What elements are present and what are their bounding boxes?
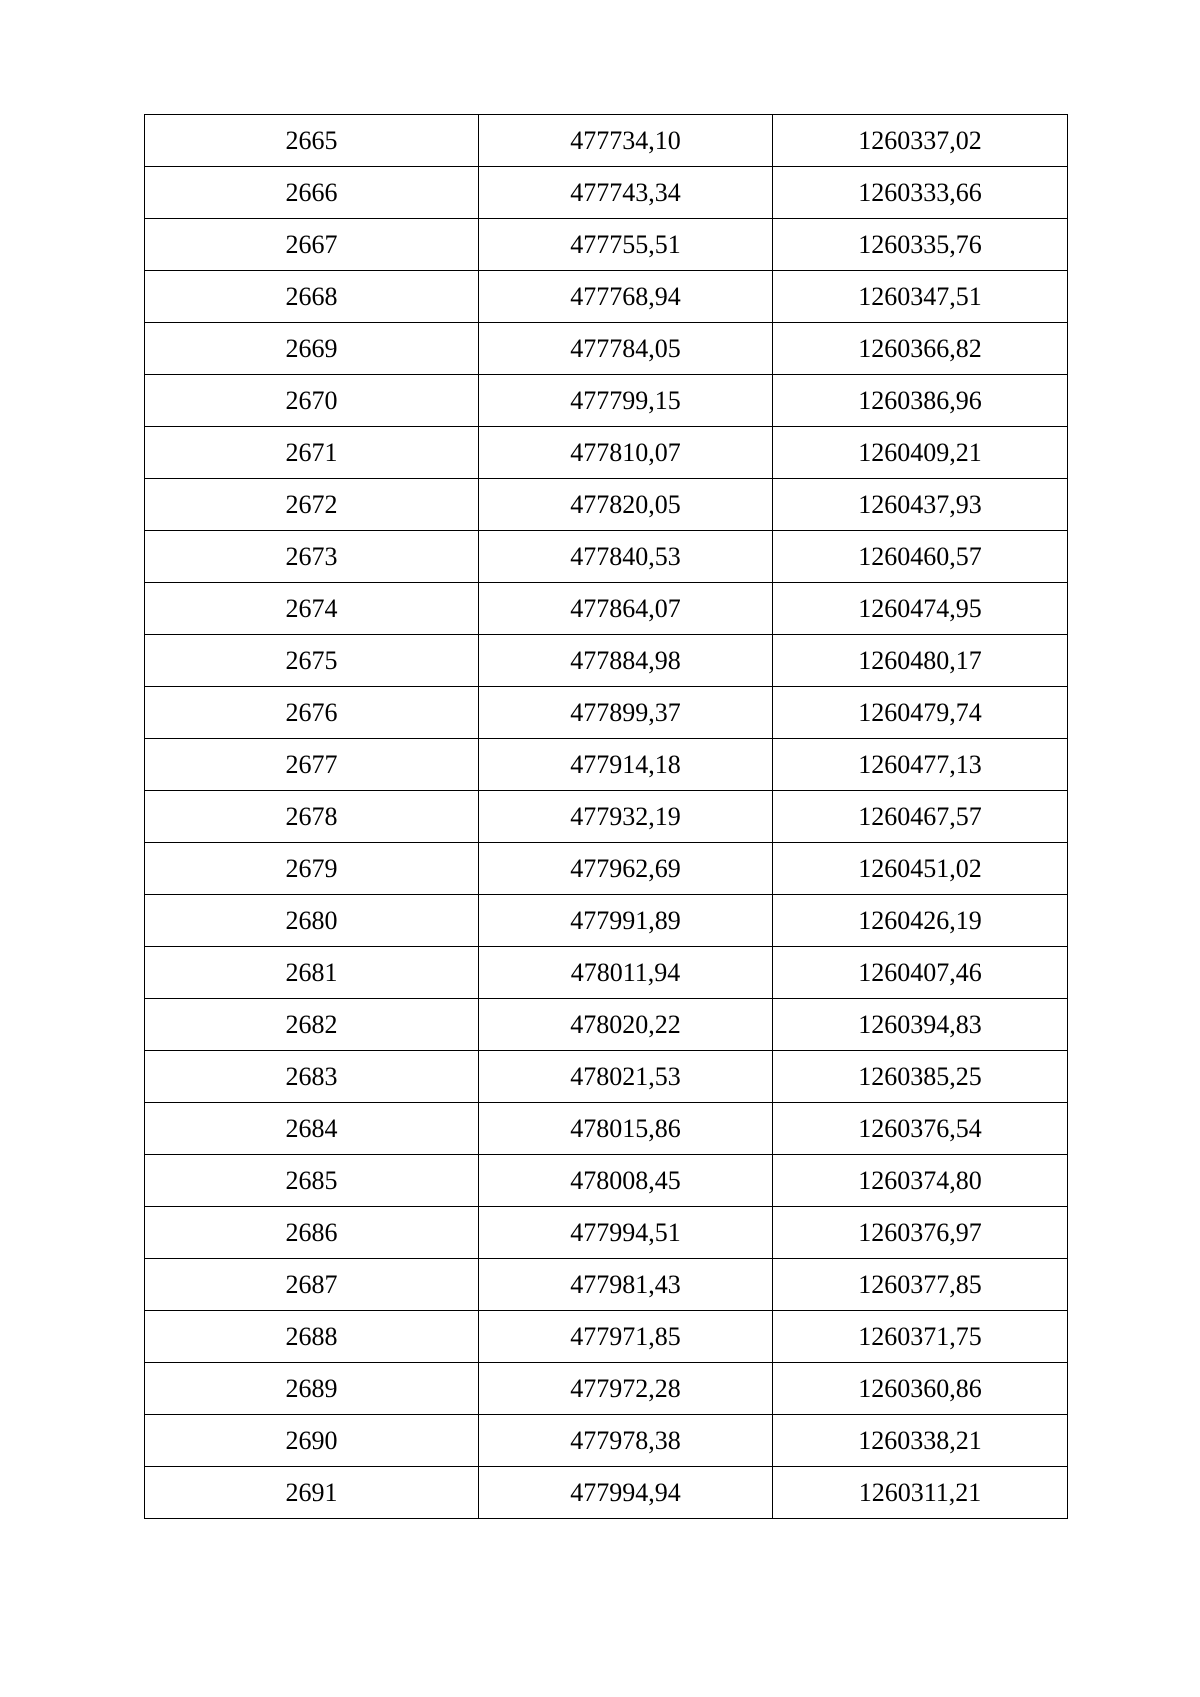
point-number-cell: 2678 [145, 791, 479, 843]
y-coordinate-cell: 1260474,95 [773, 583, 1068, 635]
point-number-cell: 2672 [145, 479, 479, 531]
point-number-cell: 2677 [145, 739, 479, 791]
y-coordinate-cell: 1260376,54 [773, 1103, 1068, 1155]
point-number-cell: 2669 [145, 323, 479, 375]
x-coordinate-cell: 477840,53 [479, 531, 773, 583]
table-row [145, 1415, 1068, 1467]
y-coordinate-cell: 1260477,13 [773, 739, 1068, 791]
point-number-cell: 2675 [145, 635, 479, 687]
y-coordinate-cell: 1260479,74 [773, 687, 1068, 739]
table-row [145, 635, 1068, 687]
point-number-cell: 2674 [145, 583, 479, 635]
point-number-cell: 2691 [145, 1467, 479, 1519]
table-row [145, 583, 1068, 635]
coordinates-table [144, 114, 1068, 1519]
x-coordinate-cell: 478015,86 [479, 1103, 773, 1155]
point-number-cell: 2670 [145, 375, 479, 427]
point-number-cell: 2665 [145, 115, 479, 167]
x-coordinate-cell: 478011,94 [479, 947, 773, 999]
y-coordinate-cell: 1260480,17 [773, 635, 1068, 687]
x-coordinate-cell: 477799,15 [479, 375, 773, 427]
x-coordinate-cell: 477734,10 [479, 115, 773, 167]
point-number-cell: 2685 [145, 1155, 479, 1207]
table-row [145, 843, 1068, 895]
x-coordinate-cell: 477971,85 [479, 1311, 773, 1363]
table-row [145, 739, 1068, 791]
x-coordinate-cell: 478008,45 [479, 1155, 773, 1207]
y-coordinate-cell: 1260394,83 [773, 999, 1068, 1051]
x-coordinate-cell: 477755,51 [479, 219, 773, 271]
x-coordinate-cell: 477864,07 [479, 583, 773, 635]
y-coordinate-cell: 1260426,19 [773, 895, 1068, 947]
y-coordinate-cell: 1260386,96 [773, 375, 1068, 427]
point-number-cell: 2690 [145, 1415, 479, 1467]
table-row [145, 167, 1068, 219]
x-coordinate-cell: 477768,94 [479, 271, 773, 323]
table-row [145, 375, 1068, 427]
table-row [145, 1207, 1068, 1259]
y-coordinate-cell: 1260338,21 [773, 1415, 1068, 1467]
point-number-cell: 2679 [145, 843, 479, 895]
point-number-cell: 2681 [145, 947, 479, 999]
y-coordinate-cell: 1260371,75 [773, 1311, 1068, 1363]
table-row [145, 271, 1068, 323]
y-coordinate-cell: 1260360,86 [773, 1363, 1068, 1415]
x-coordinate-cell: 477994,51 [479, 1207, 773, 1259]
y-coordinate-cell: 1260437,93 [773, 479, 1068, 531]
y-coordinate-cell: 1260377,85 [773, 1259, 1068, 1311]
y-coordinate-cell: 1260407,46 [773, 947, 1068, 999]
y-coordinate-cell: 1260335,76 [773, 219, 1068, 271]
point-number-cell: 2676 [145, 687, 479, 739]
point-number-cell: 2666 [145, 167, 479, 219]
table-row [145, 895, 1068, 947]
x-coordinate-cell: 477810,07 [479, 427, 773, 479]
table-row [145, 1103, 1068, 1155]
y-coordinate-cell: 1260374,80 [773, 1155, 1068, 1207]
table-row [145, 791, 1068, 843]
y-coordinate-cell: 1260311,21 [773, 1467, 1068, 1519]
table-row [145, 947, 1068, 999]
table-row [145, 219, 1068, 271]
y-coordinate-cell: 1260333,66 [773, 167, 1068, 219]
table-row [145, 687, 1068, 739]
x-coordinate-cell: 477981,43 [479, 1259, 773, 1311]
coordinates-table-body [145, 115, 1068, 1519]
y-coordinate-cell: 1260376,97 [773, 1207, 1068, 1259]
table-row [145, 1311, 1068, 1363]
point-number-cell: 2673 [145, 531, 479, 583]
table-row [145, 1467, 1068, 1519]
table-row [145, 1051, 1068, 1103]
table-row [145, 479, 1068, 531]
point-number-cell: 2686 [145, 1207, 479, 1259]
table-row [145, 427, 1068, 479]
x-coordinate-cell: 477994,94 [479, 1467, 773, 1519]
point-number-cell: 2683 [145, 1051, 479, 1103]
point-number-cell: 2680 [145, 895, 479, 947]
x-coordinate-cell: 477962,69 [479, 843, 773, 895]
x-coordinate-cell: 477884,98 [479, 635, 773, 687]
y-coordinate-cell: 1260451,02 [773, 843, 1068, 895]
point-number-cell: 2688 [145, 1311, 479, 1363]
point-number-cell: 2668 [145, 271, 479, 323]
point-number-cell: 2682 [145, 999, 479, 1051]
x-coordinate-cell: 477784,05 [479, 323, 773, 375]
y-coordinate-cell: 1260409,21 [773, 427, 1068, 479]
x-coordinate-cell: 477978,38 [479, 1415, 773, 1467]
x-coordinate-cell: 477899,37 [479, 687, 773, 739]
y-coordinate-cell: 1260337,02 [773, 115, 1068, 167]
y-coordinate-cell: 1260460,57 [773, 531, 1068, 583]
y-coordinate-cell: 1260467,57 [773, 791, 1068, 843]
table-row [145, 999, 1068, 1051]
table-row [145, 1155, 1068, 1207]
x-coordinate-cell: 477820,05 [479, 479, 773, 531]
x-coordinate-cell: 477972,28 [479, 1363, 773, 1415]
point-number-cell: 2684 [145, 1103, 479, 1155]
point-number-cell: 2667 [145, 219, 479, 271]
y-coordinate-cell: 1260347,51 [773, 271, 1068, 323]
x-coordinate-cell: 477914,18 [479, 739, 773, 791]
table-row [145, 323, 1068, 375]
point-number-cell: 2689 [145, 1363, 479, 1415]
x-coordinate-cell: 478020,22 [479, 999, 773, 1051]
y-coordinate-cell: 1260366,82 [773, 323, 1068, 375]
table-row [145, 1259, 1068, 1311]
table-row [145, 115, 1068, 167]
x-coordinate-cell: 477743,34 [479, 167, 773, 219]
y-coordinate-cell: 1260385,25 [773, 1051, 1068, 1103]
point-number-cell: 2687 [145, 1259, 479, 1311]
point-number-cell: 2671 [145, 427, 479, 479]
table-row [145, 1363, 1068, 1415]
x-coordinate-cell: 478021,53 [479, 1051, 773, 1103]
x-coordinate-cell: 477991,89 [479, 895, 773, 947]
table-row [145, 531, 1068, 583]
x-coordinate-cell: 477932,19 [479, 791, 773, 843]
